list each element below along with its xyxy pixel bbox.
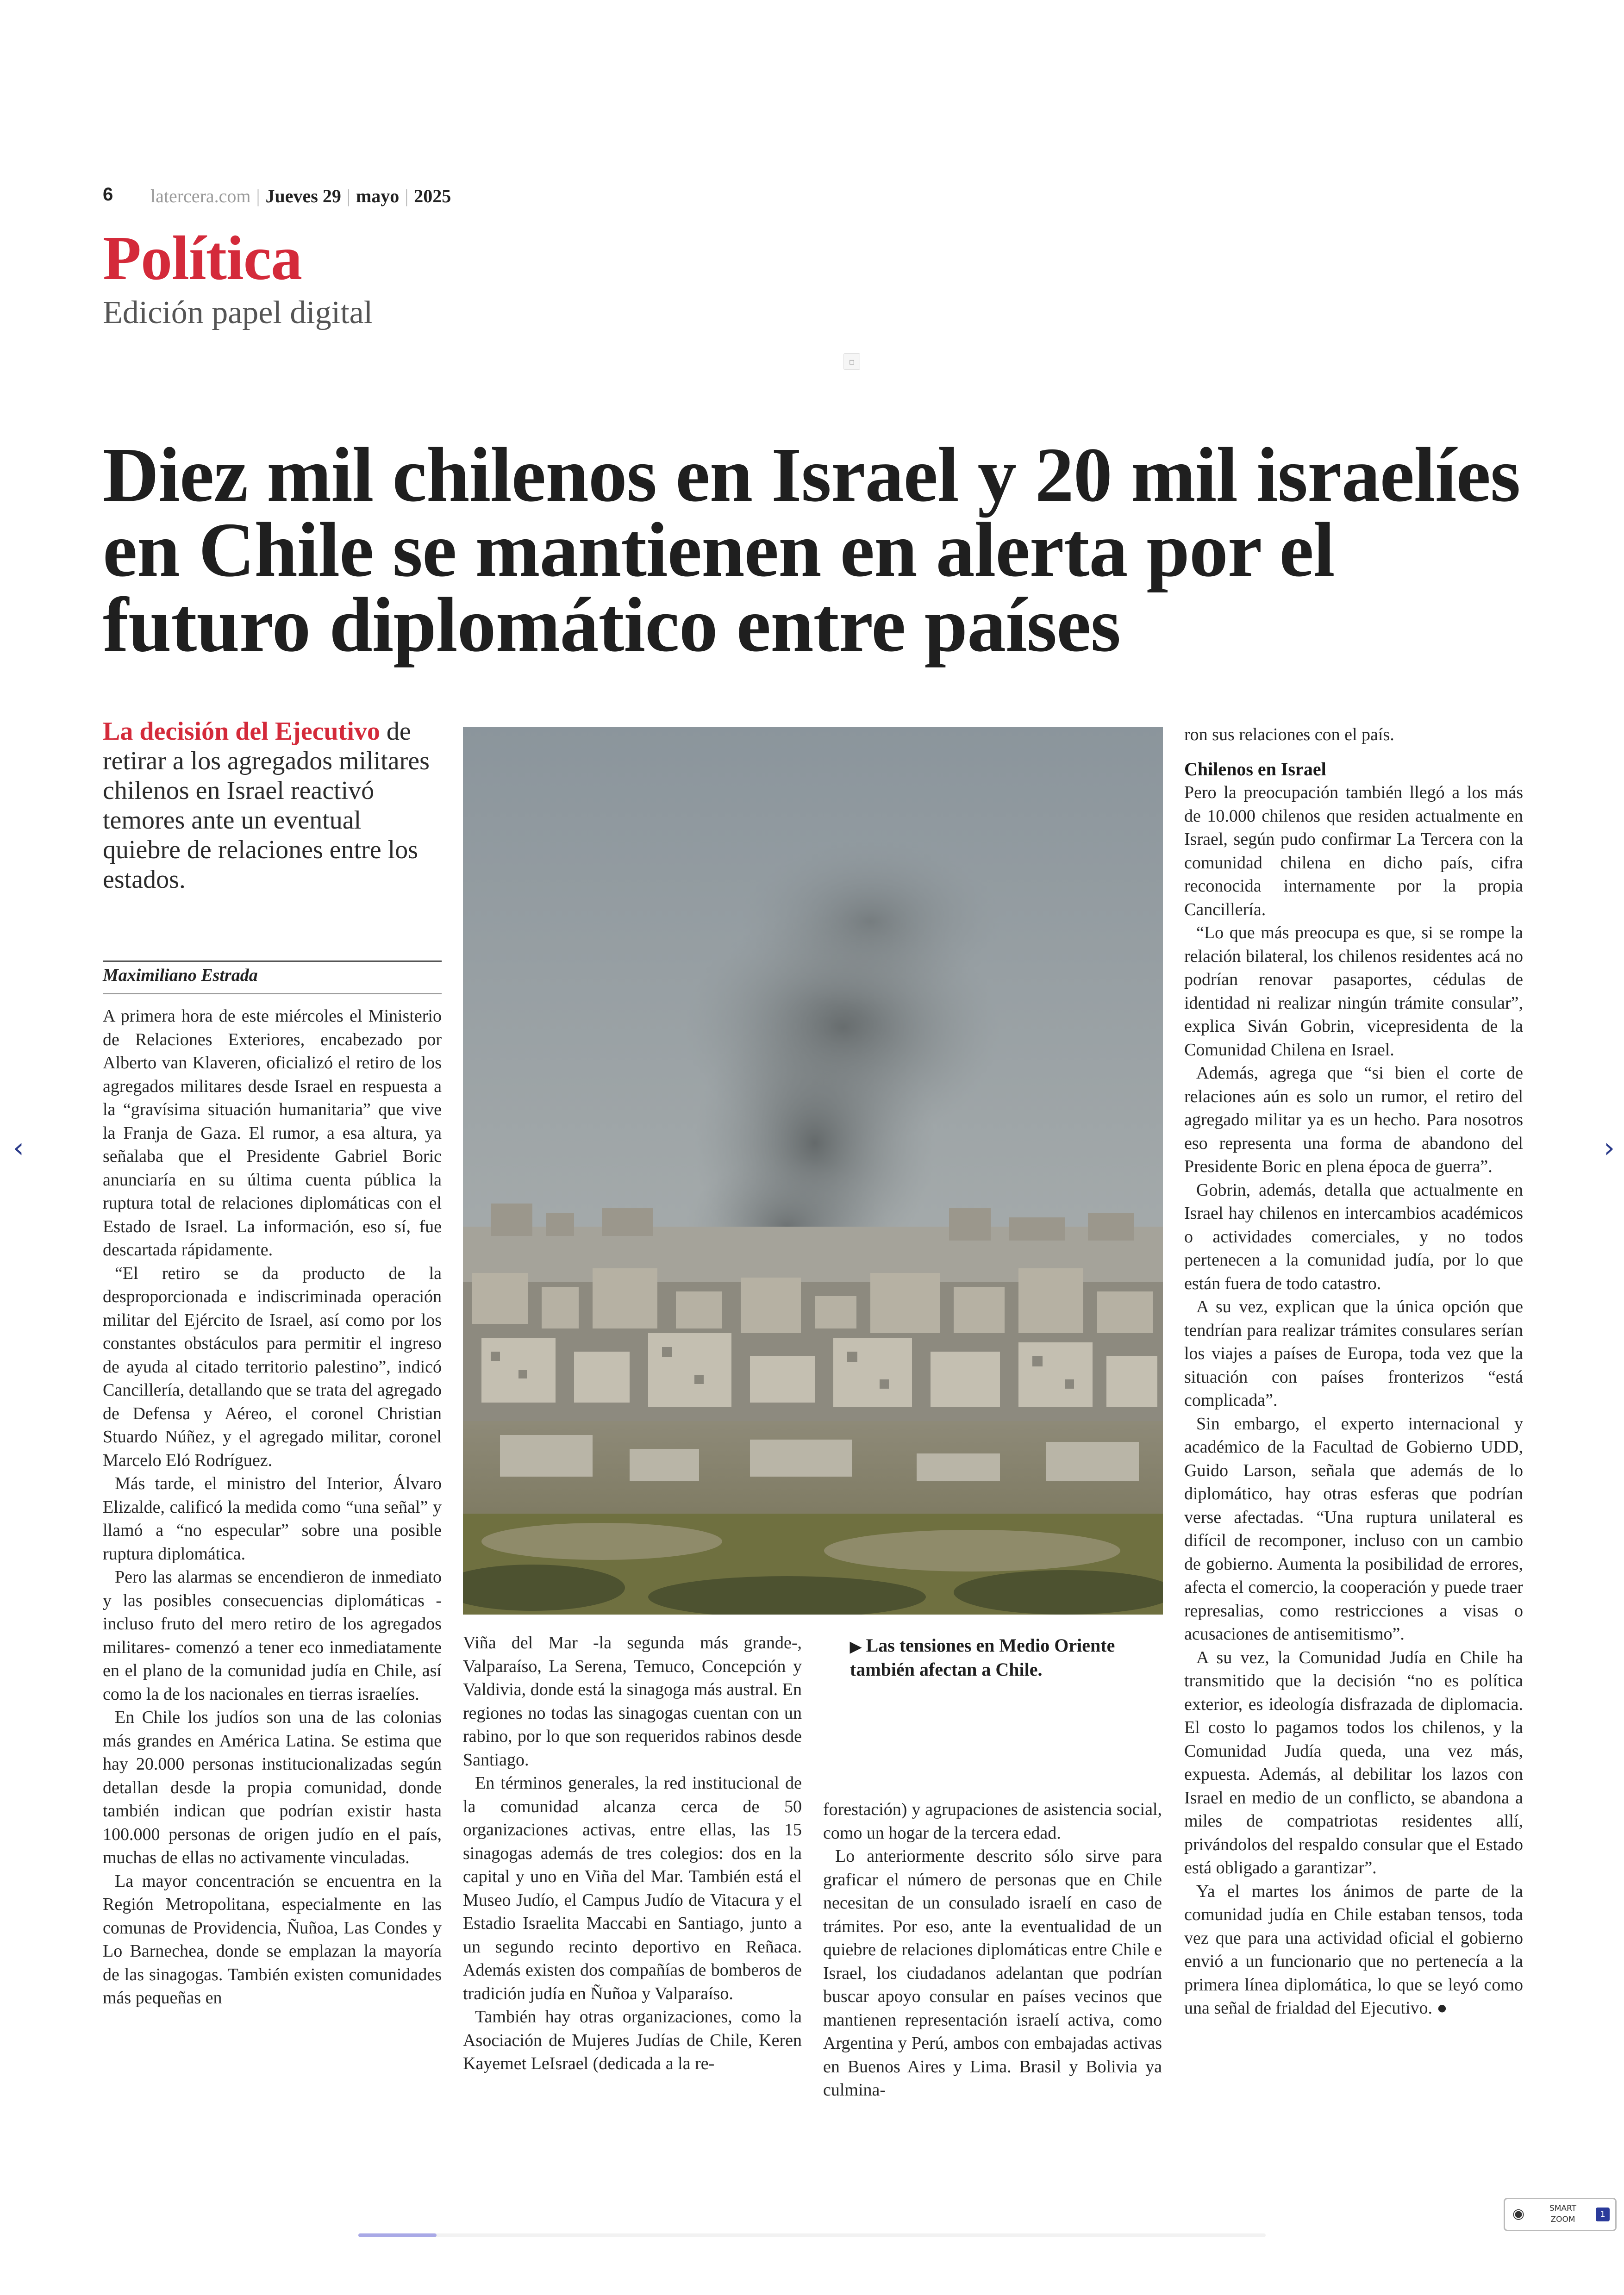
paragraph: Gobrin, además, detalla que actualmente en Israel hay chilenos en intercambios académicos o actividades comerciales, y no todos pertenecen a la comunidad judía, por lo que están fuera de todo catastro. (1184, 1180, 1523, 1293)
byline: Maximiliano Estrada (103, 966, 258, 985)
column-2 (463, 1631, 802, 2076)
deck-lead: La decisión del Ejecutivo (103, 717, 380, 746)
zoom-toggle-icon[interactable]: 1 (1596, 2208, 1610, 2221)
paragraph: La mayor concentración se encuentra en la Región Metropolitana, especialmente en las comunas de Providencia, Ñuñoa, Las Condes y Lo Barnechea, donde se emplazan la mayoría de las sinagogas. También existen comunidades más pequeñas en (103, 1871, 442, 2008)
smart-zoom-label-line1: SMART (1549, 2204, 1577, 2213)
smart-zoom-button[interactable] (1504, 2198, 1617, 2231)
paragraph-text: Ya el martes los ánimos de parte de la comunidad judía en Chile estaban tensos, toda vez que para una actividad oficial el gobierno envió a un funcionario que no pertenecía a la primera línea diplomática, lo que se leyó como una señal de frialdad del Ejecutivo. (1184, 1881, 1523, 2018)
photo-caption (850, 1634, 1162, 1681)
eye-icon: ◉ (1512, 2206, 1525, 2222)
next-page-button[interactable] (1595, 1129, 1623, 1166)
previous-page-button[interactable] (5, 1129, 32, 1166)
end-mark-icon: ● (1437, 1998, 1448, 2018)
caption-text: Las tensiones en Medio Oriente también afectan a Chile. (850, 1635, 1115, 1680)
paragraph: Más tarde, el ministro del Interior, Álvaro Elizalde, calificó la medida como “una señal” y llamó a “no especular” sobre una posible ruptura diplomática. (103, 1474, 442, 1564)
date-weekday: Jueves 29 (265, 186, 341, 206)
dateline: latercera.com | Jueves 29 | mayo | 2025 (150, 186, 451, 206)
smart-zoom-label-line2: ZOOM (1550, 2215, 1575, 2224)
paragraph: Pero las alarmas se encendieron de inmediato y las posibles consecuencias diplomáticas -incluso fruto del mero retiro de los agregados militares- comenzó a tener eco inmediatamente en el plano de la comunidad judía en Chile, así como la de los nacionales en tierras israelíes. (103, 1567, 442, 1704)
caption-arrow-icon: ▶ (850, 1638, 862, 1655)
paragraph: ron sus relaciones con el país. (1184, 725, 1394, 744)
headline: Diez mil chilenos en Israel y 20 mil israelíes en Chile se mantienen en alerta por el futuro diplomático entre países (103, 432, 1520, 668)
paragraph: A su vez, la Comunidad Judía en Chile ha transmitido que la decisión “no es política exterior, es ideología disfrazada de diplomacia. El costo lo pagamos todos los chilenos, y la Comunidad Judía queda, una vez más, expuesta. Además, al debilitar los lazos con Israel en medio de un conflicto, se abandona a miles de compatriotas residentes allí, privándolos del respaldo consular que el Estado está obligado a garantizar”. (1184, 1647, 1523, 1877)
smart-zoom-label (1542, 2203, 1584, 2225)
paragraph: También hay otras organizaciones, como la Asociación de Mujeres Judías de Chile, Keren Kayemet LeIsrael (dedicada a la re- (463, 2007, 802, 2073)
page-number: 6 (103, 184, 113, 205)
paragraph (1184, 1880, 1523, 2020)
date-year: 2025 (414, 186, 451, 206)
paragraph: Lo anteriormente descrito sólo sirve para graficar el número de personas que en Chile necesitan de un consulado israelí en caso de trámites. Por eso, ante la eventualidad de un quiebre de relaciones diplomáticas entre Chile e Israel, los ciudadanos adelantan que podrían buscar apoyo consular en países vecinos que mantienen representación israelí activa, como Argentina y Perú, ambos con embajadas activas en Buenos Aires y Lima. Brasil y Bolivia ya culmina- (823, 1846, 1162, 2100)
page-progress-fill (358, 2233, 437, 2237)
paragraph: A su vez, explican que la única opción que tendrían para realizar trámites consulares serían los viajes a países de Europa, toda vez que la situación con países fronterizos “está complicada”. (1184, 1297, 1523, 1410)
paragraph: En Chile los judíos son una de las colonias más grandes en América Latina. Se estima que hay 20.000 personas institucionalizadas según detallan desde la propia comunidad, donde también indican que podrían existir hasta 100.000 personas de origen judío en el país, muchas de ellas no activamente vinculadas. (103, 1708, 442, 1867)
paragraph: Pero la preocupación también llegó a los más de 10.000 chilenos que residen actualmente en Israel, según pudo confirmar La Tercera con la comunidad chilena en dicho país, cifra reconocida internamente por la propia Cancillería. (1184, 783, 1523, 919)
chevron-left-icon: ‹ (13, 1132, 24, 1164)
paragraph: A primera hora de este miércoles el Ministerio de Relaciones Exteriores, encabezado por Alberto van Klaveren, oficializó el retiro de los agregados militares desde Israel en respuesta a la “gravísima situación humanitaria” que vive la Franja de Gaza. El rumor, a esa altura, ya señalaba que el Presidente Gabriel Boric anunciaría en su última cuenta pública la ruptura total de relaciones diplomáticas con el Estado de Israel. La información, eso sí, fue descartada rápidamente. (103, 1006, 442, 1260)
paragraph: Viña del Mar -la segunda más grande-, Valparaíso, La Serena, Temuco, Concepción y Valdivia, donde está la sinagoga más austral. En regiones no todas las sinagogas cuentan con un rabino, por lo que son requeridos rabinos desde Santiago. (463, 1633, 802, 1770)
section-title: Política (103, 224, 302, 293)
deck-text: de retirar a los agregados militares chilenos en Israel reactivó temores ante un eventual quiebre de relaciones entre los estados. (103, 717, 430, 894)
byline-rule-top (103, 960, 442, 962)
paragraph: Además, agrega que “si bien el corte de relaciones aún es solo un rumor, el retiro del agregado militar ya es un hecho. Para nosotros eso representa una forma de abandono del Presidente Boric en plena época de guerra”. (1184, 1063, 1523, 1176)
deck (103, 717, 445, 894)
paragraph: Sin embargo, el experto internacional y académico de la Facultad de Gobierno UDD, Guido Larson, señala que además de lo diplomático, hay otras esferas que podrían verse afectadas. “Una ruptura unilateral es difícil de recomponer, incluso con un cambio de gobierno. Aumenta la posibilidad de errores, afecta el comercio, la cooperación y puede traer represalias, como restricciones a visas o acusaciones de antisemitismo”. (1184, 1414, 1523, 1644)
column-3 (823, 1798, 1162, 2102)
paragraph: “Lo que más preocupa es que, si se rompe la relación bilateral, los chilenos residentes acá no podrían renovar pasaportes, cédulas de identidad ni realizar ningún trámite consular”, explica Siván Gobrin, vicepresidenta de la Comunidad Chilena en Israel. (1184, 923, 1523, 1060)
page-marker-icon: ▫ (843, 353, 860, 370)
chevron-right-icon: › (1604, 1132, 1615, 1164)
column-4 (1184, 723, 1523, 2020)
edition-label: Edición papel digital (103, 295, 373, 331)
subheading: Chilenos en Israel (1184, 758, 1326, 780)
article-photo (463, 727, 1163, 1615)
site-name: latercera.com (150, 186, 251, 206)
paragraph: “El retiro se da producto de la desproporcionada e indiscriminada operación militar del Ejército de Israel, así como por los constantes obstáculos para permitir el ingreso de ayuda al citado territorio palestino”, indicó Cancillería, detallando que se trata del agregado de Defensa y Aéreo, el coronel Christian Stuardo Núñez, y el agregado militar, coronel Marcelo Eló Rodríguez. (103, 1263, 442, 1470)
date-month: mayo (356, 186, 400, 206)
paragraph: forestación) y agrupaciones de asistencia social, como un hogar de la tercera edad. (823, 1800, 1162, 1843)
paragraph: En términos generales, la red institucional de la comunidad alcanza cerca de 50 organizaciones activas, entre ellas, las 15 sinagogas además de tres colegios: dos en la capital y uno en Viña del Mar. También está el Museo Judío, el Campus Judío de Vitacura y el Estadio Israelita Maccabi en Santiago, junto a un segundo recinto deportivo en Reñaca. Además existen dos compañías de bomberos de tradición judía en Ñuñoa y Valparaíso. (463, 1773, 802, 2003)
page-progress-bar[interactable] (358, 2233, 1266, 2237)
byline-rule-bottom (103, 993, 442, 994)
column-1 (103, 1004, 442, 2010)
